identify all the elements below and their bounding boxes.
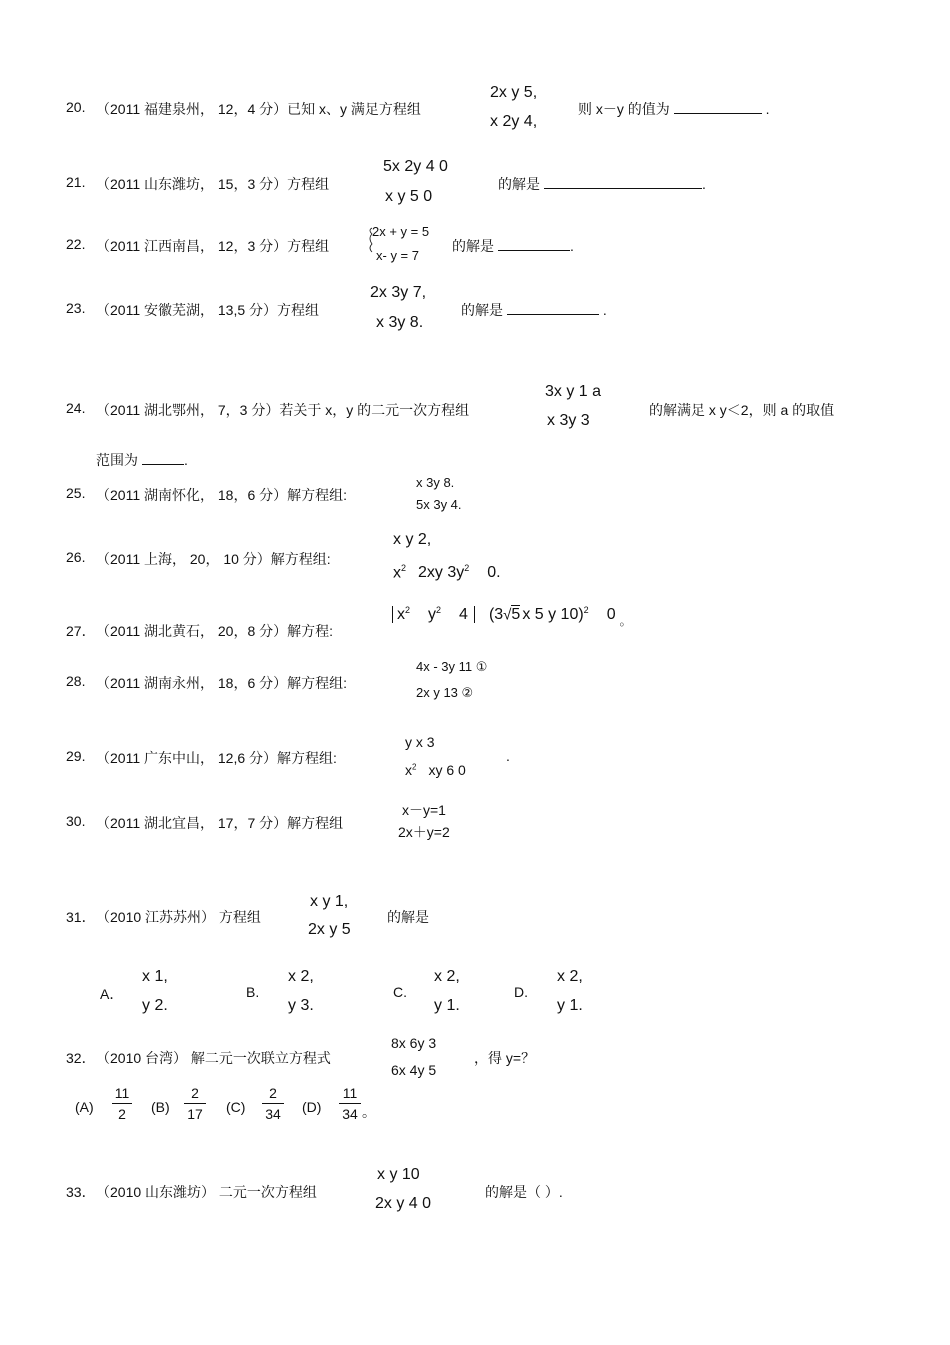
- question-text: 的解满足 x y＜2，则 a 的取值: [649, 402, 835, 418]
- question-source: （2011 山东潍坊， 15，3 分）方程组: [96, 176, 330, 192]
- question-number: 28.: [66, 673, 86, 689]
- option-b-label: B.: [246, 984, 260, 1000]
- option-d-fraction: 11 34: [339, 1085, 361, 1122]
- question-number: 24.: [66, 400, 86, 416]
- period: .: [506, 748, 510, 764]
- equation-line-1: x y 2,: [393, 531, 432, 548]
- question-text: 的解是（ ）.: [485, 1184, 563, 1200]
- question-source: （2010 江苏苏州） 方程组: [96, 909, 261, 925]
- question-source: （2011 江西南昌， 12，3 分）方程组: [96, 238, 330, 254]
- equation-line-1: x y 1,: [310, 893, 349, 910]
- equation-line-1: x y 10: [377, 1166, 420, 1183]
- question-number: 23.: [66, 300, 86, 316]
- equation-line-1: 8x 6y 3: [391, 1035, 437, 1051]
- question-source: （2011 广东中山， 12,6 分）解方程组:: [96, 750, 337, 766]
- question-source: （2011 湖北宜昌， 17，7 分）解方程组: [96, 815, 344, 831]
- option-c-label: (C): [226, 1099, 246, 1115]
- question-number: 33．: [66, 1184, 96, 1200]
- option-a-fraction: 11 2: [112, 1085, 132, 1122]
- question-number: 25.: [66, 485, 86, 501]
- option-d-line-2: y 1.: [557, 997, 583, 1014]
- question-number: 26.: [66, 549, 86, 565]
- question-number: 30.: [66, 813, 86, 829]
- equation-line-2: $x^2$ 2xy $3y^2$ 0.: [393, 563, 501, 582]
- question-source: （2011 湖北黄石， 20，8 分）解方程:: [96, 623, 334, 639]
- equation-line-1: 3x y 1 a: [545, 383, 602, 400]
- equation-line-2: $x^2$ xy 6 0: [405, 762, 466, 778]
- equation-line-2: 2x y 13 ②: [416, 685, 474, 700]
- equation-line-1: 5x 2y 4 0: [383, 158, 448, 175]
- option-c-line-2: y 1.: [434, 997, 460, 1014]
- period: 。: [362, 1104, 376, 1120]
- option-b-label: (B): [151, 1099, 170, 1115]
- equation: $x^2$ $y^2$ 4 (3√5 x 5 y 10)$^2$ 0 $_。$: [392, 605, 632, 629]
- option-b-line-1: x 2,: [288, 968, 314, 985]
- question-text: 的解是 .: [452, 238, 574, 254]
- question-source: （2011 湖南怀化， 18，6 分）解方程组:: [96, 487, 348, 503]
- equation-line-2: 2x y 4 0: [375, 1195, 432, 1212]
- question-source: （2010 山东潍坊） 二元一次方程组: [96, 1184, 317, 1200]
- equation-line-1: x－y=1: [402, 802, 446, 818]
- question-number: 20.: [66, 99, 86, 115]
- question-text: 的解是: [387, 909, 429, 925]
- option-d-label: D.: [514, 984, 528, 1000]
- option-a-line-2: y 2.: [142, 997, 168, 1014]
- equation-line-2: 6x 4y 5: [391, 1062, 437, 1078]
- question-number: 32．: [66, 1050, 96, 1066]
- question-number: 21.: [66, 174, 86, 190]
- option-a-label: A．: [100, 986, 124, 1002]
- equation-line-1: 2x 3y 7,: [370, 284, 427, 301]
- equation-line-1: x 3y 8.: [416, 475, 455, 490]
- option-c-label: C.: [393, 984, 407, 1000]
- equation-line-1: y x 3: [405, 734, 435, 750]
- option-a-line-1: x 1,: [142, 968, 168, 985]
- equation-line-2: 2x＋y=2: [398, 824, 450, 840]
- question-number: 22.: [66, 236, 86, 252]
- equation-line-1: 4x - 3y 11 ①: [416, 659, 488, 674]
- option-c-line-1: x 2,: [434, 968, 460, 985]
- question-source: （2010 台湾） 解二元一次联立方程式: [96, 1050, 331, 1066]
- question-source: （2011 湖南永州， 18，6 分）解方程组:: [96, 675, 348, 691]
- question-number: 29.: [66, 748, 86, 764]
- question-source: （2011 湖北鄂州， 7，3 分）若关于 x，y 的二元一次方程组: [96, 402, 470, 418]
- question-source: （2011 安徽芜湖， 13,5 分）方程组: [96, 302, 320, 318]
- question-text: 的解是 .: [498, 176, 706, 192]
- equation-line-2: x 3y 3: [547, 412, 590, 429]
- equation-line-2: x y 5 0: [385, 188, 433, 205]
- question-text: ，得 y=？: [474, 1050, 536, 1066]
- option-c-fraction: 2 34: [262, 1085, 284, 1122]
- equation-line-2: 5x 3y 4.: [416, 497, 462, 512]
- equation-line-2: x- y = 7: [376, 248, 419, 263]
- equation-line-2: 2x y 5: [308, 921, 351, 938]
- option-d-label: (D): [302, 1099, 322, 1115]
- option-b-line-2: y 3.: [288, 997, 314, 1014]
- question-text: 的解是 .: [461, 302, 607, 318]
- question-source: （2011 福建泉州， 12，4 分）已知 x、y 满足方程组: [96, 101, 421, 117]
- equation-line-1: 2x + y = 5: [372, 224, 430, 239]
- question-number: 27．: [66, 623, 96, 639]
- option-b-fraction: 2 17: [184, 1085, 206, 1122]
- equation-line-2: x 2y 4,: [490, 113, 538, 130]
- option-a-label: (A): [75, 1099, 94, 1115]
- equation-line-1: 2x y 5,: [490, 84, 538, 101]
- question-number: 31．: [66, 909, 96, 925]
- question-text: 则 x－y 的值为 .: [578, 101, 770, 117]
- equation-line-2: x 3y 8.: [376, 314, 424, 331]
- option-d-line-1: x 2,: [557, 968, 583, 985]
- question-source: （2011 上海， 20， 10 分）解方程组:: [96, 551, 331, 567]
- question-text-line-2: 范围为 .: [96, 452, 188, 468]
